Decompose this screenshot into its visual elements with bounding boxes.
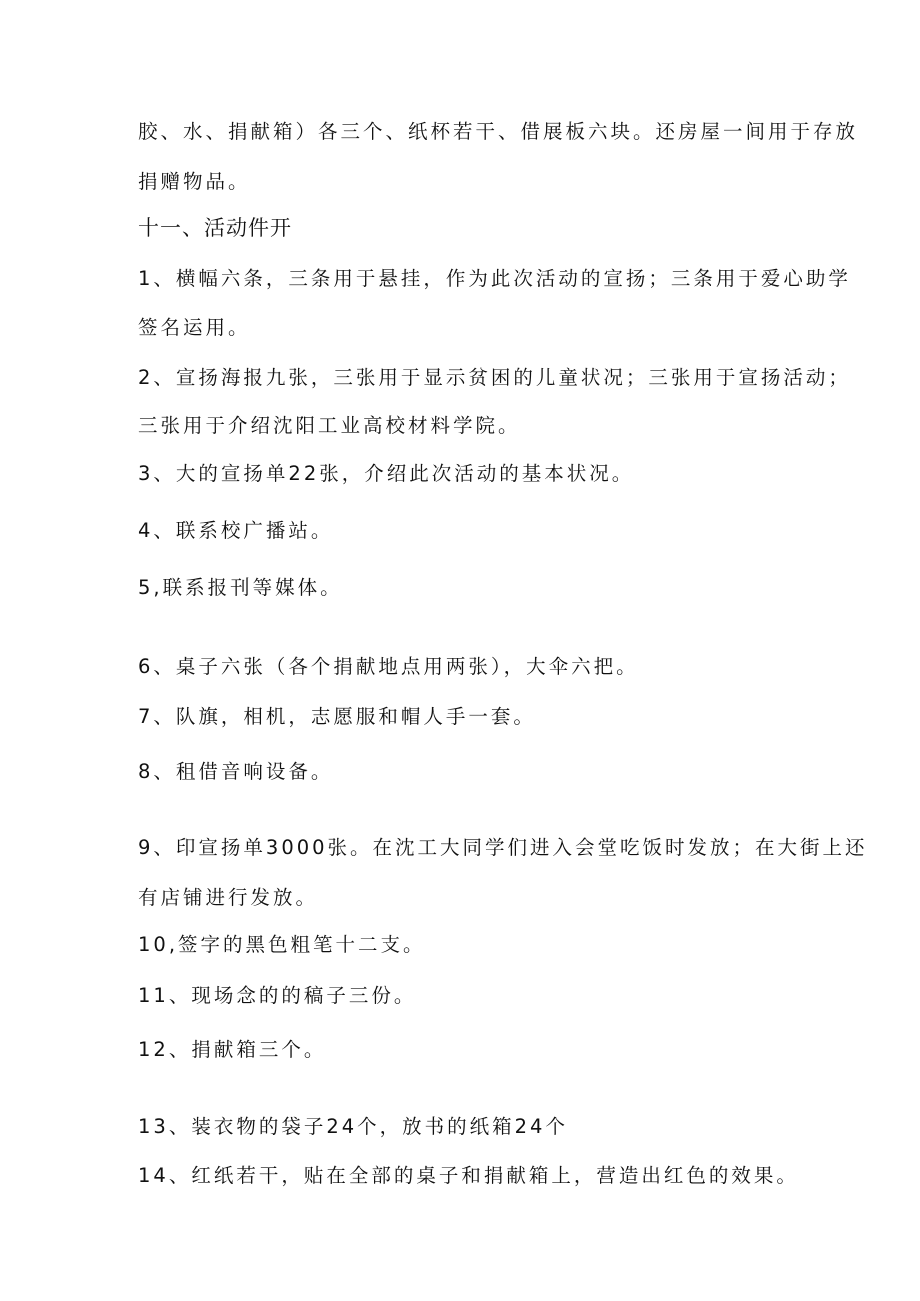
list-item-12: 12、捐献箱三个。 <box>138 1038 327 1061</box>
list-item-2-line-2: 三张用于介绍沈阳工业高校材料学院。 <box>138 414 521 437</box>
list-item-14: 14、红纸若干，贴在全部的桌子和捐献箱上，营造出红色的效果。 <box>138 1164 799 1187</box>
list-item-10: 10,签字的黑色粗笔十二支。 <box>138 933 426 956</box>
list-item-8: 8、租借音响设备。 <box>138 760 334 783</box>
list-item-7: 7、队旗，相机，志愿服和帽人手一套。 <box>138 705 536 728</box>
list-item-4: 4、联系校广播站。 <box>138 519 334 542</box>
section-heading: 十一、活动件开 <box>138 216 292 240</box>
list-item-6: 6、桌子六张（各个捐献地点用两张），大伞六把。 <box>138 655 639 678</box>
list-item-1-line-1: 1、横幅六条，三条用于悬挂，作为此次活动的宣扬；三条用于爱心助学 <box>138 267 851 290</box>
list-item-13: 13、装衣物的袋子24个，放书的纸箱24个 <box>138 1115 568 1138</box>
list-item-3: 3、大的宣扬单22张，介绍此次活动的基本状况。 <box>138 462 635 485</box>
list-item-11: 11、现场念的的稿子三份。 <box>138 984 417 1007</box>
list-item-9-line-2: 有店铺进行发放。 <box>138 886 319 909</box>
intro-line-2: 捐赠物品。 <box>138 170 251 193</box>
list-item-9-line-1: 9、印宣扬单3000张。在沈工大同学们进入会堂吃饭时发放；在大街上还 <box>138 836 868 859</box>
list-item-2-line-1: 2、宣扬海报九张，三张用于显示贫困的儿童状况；三张用于宣扬活动； <box>138 366 851 389</box>
list-item-5: 5,联系报刊等媒体。 <box>138 576 343 599</box>
list-item-1-line-2: 签名运用。 <box>138 316 251 339</box>
intro-line-1: 胶、水、捐献箱）各三个、纸杯若干、借展板六块。还房屋一间用于存放 <box>138 120 859 143</box>
